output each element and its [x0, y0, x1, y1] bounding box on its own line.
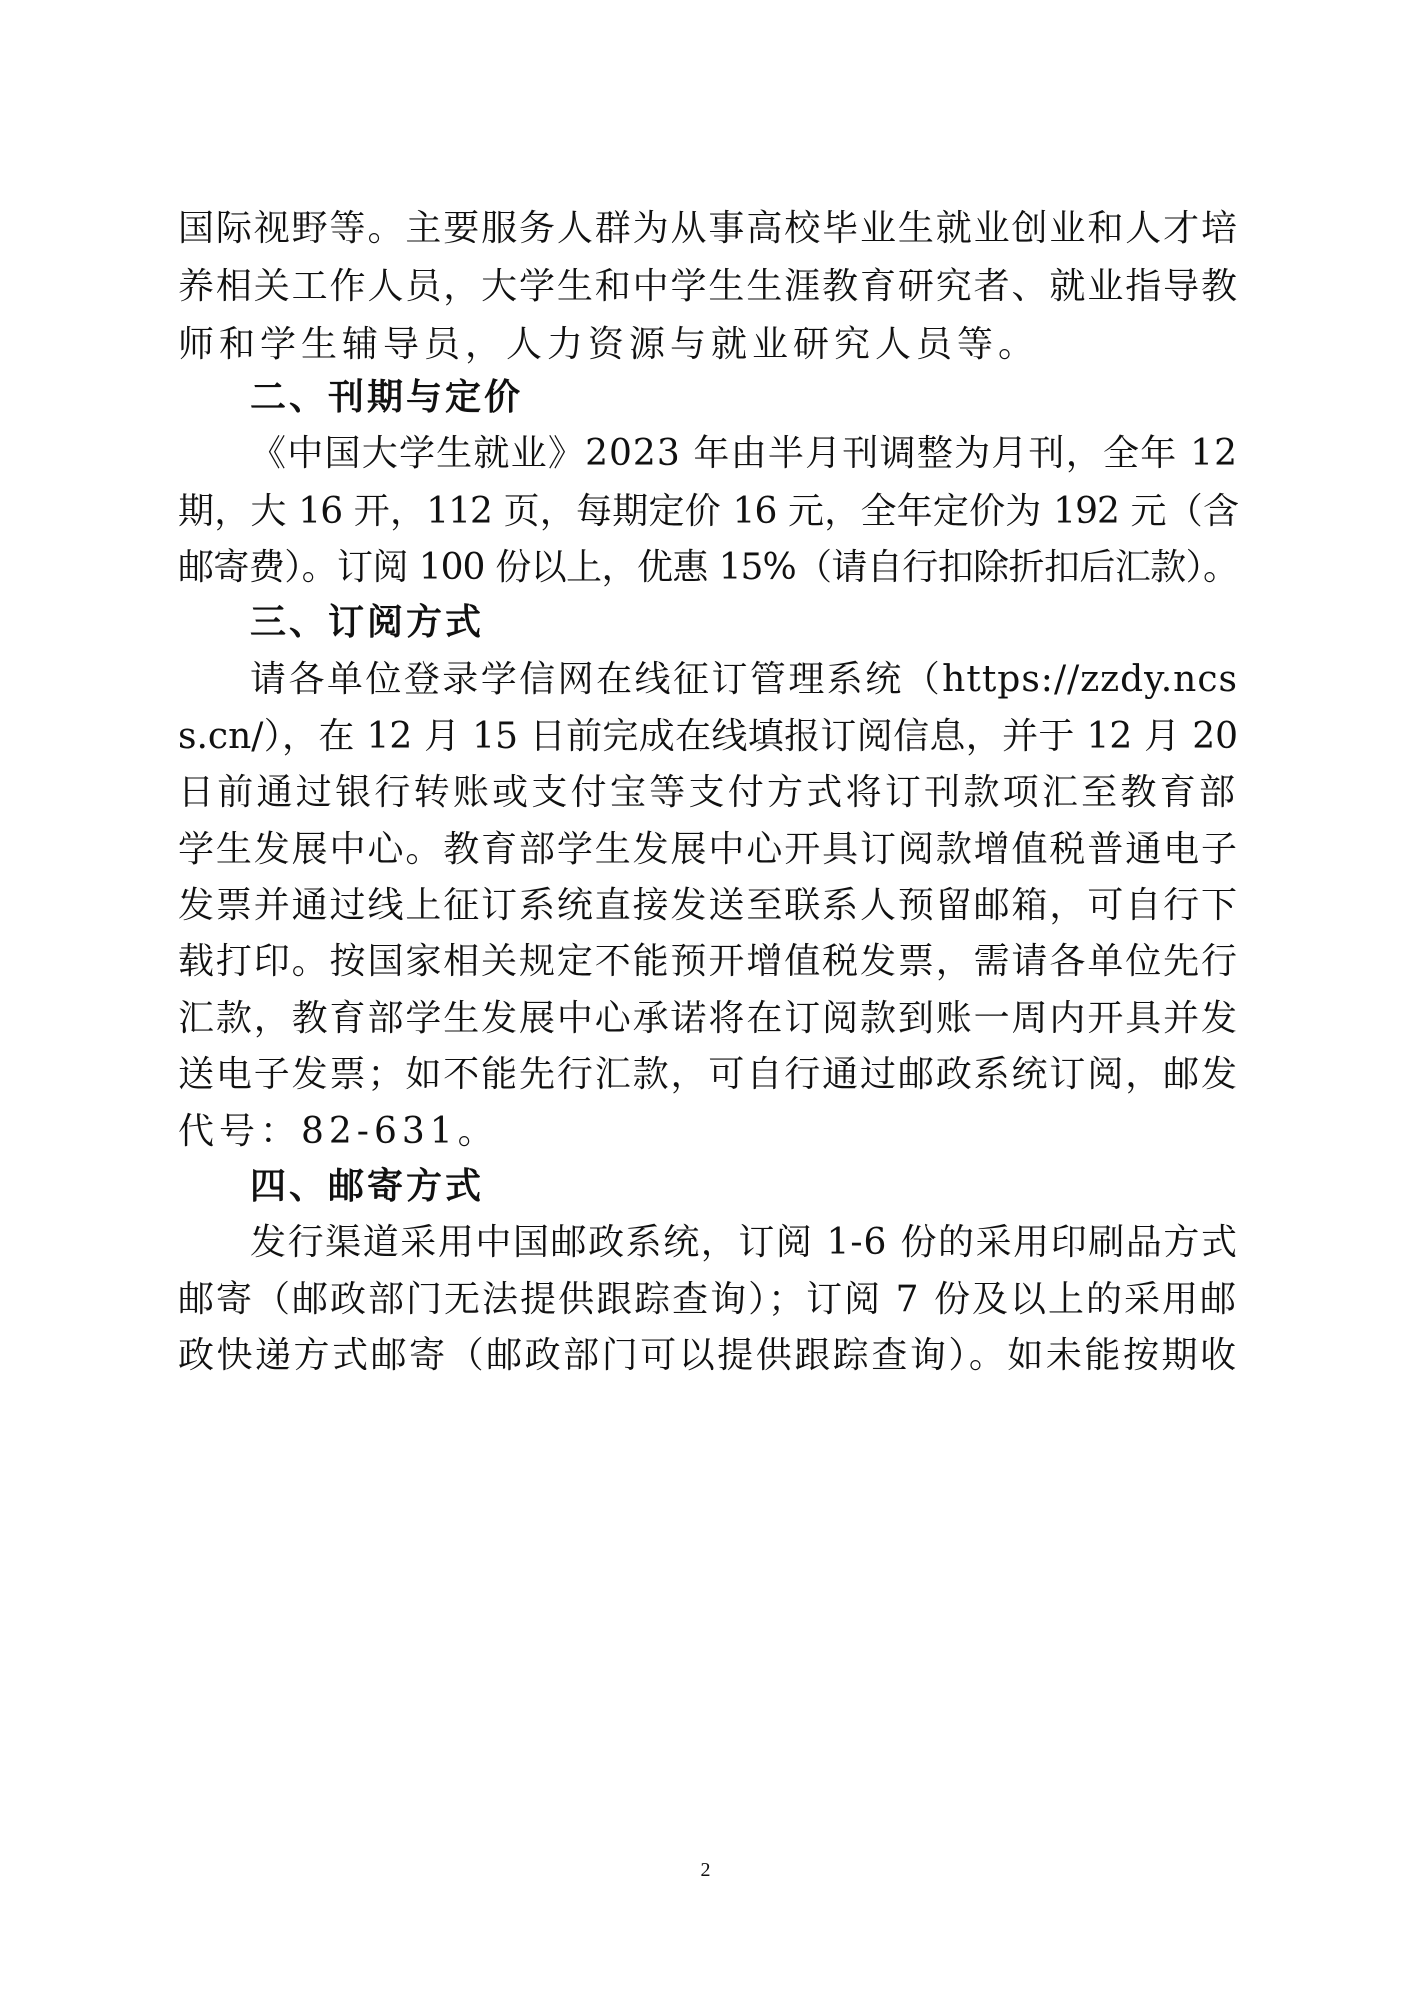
paragraph-line: 邮寄（邮政部门无法提供跟踪查询）；订阅 7 份及以上的采用邮: [178, 1279, 1238, 1320]
page-number: 2: [700, 1859, 711, 1881]
paragraph-line: 发行渠道采用中国邮政系统，订阅 1-6 份的采用印刷品方式: [250, 1222, 1238, 1263]
paragraph-line: 请各单位登录学信网在线征订管理系统（https://zzdy.ncs: [250, 659, 1238, 700]
paragraph-line: 日前通过银行转账或支付宝等支付方式将订刊款项汇至教育部: [178, 772, 1238, 813]
paragraph-line: 师和学生辅导员，人力资源与就业研究人员等。: [178, 324, 1040, 365]
paragraph-line: 发票并通过线上征订系统直接发送至联系人预留邮箱，可自行下: [178, 885, 1238, 926]
paragraph-line: 学生发展中心。教育部学生发展中心开具订阅款增值税普通电子: [178, 829, 1238, 870]
paragraph-line: 送电子发票；如不能先行汇款，可自行通过邮政系统订阅，邮发: [178, 1054, 1238, 1095]
paragraph-line: 汇款，教育部学生发展中心承诺将在订阅款到账一周内开具并发: [178, 998, 1238, 1039]
paragraph-line: 期，大 16 开，112 页，每期定价 16 元，全年定价为 192 元（含: [178, 491, 1238, 532]
paragraph-line: 邮寄费）。订阅 100 份以上，优惠 15%（请自行扣除折扣后汇款）。: [178, 547, 1238, 588]
section-heading-pricing: 二、刊期与定价: [250, 377, 524, 418]
paragraph-line: 养相关工作人员，大学生和中学生生涯教育研究者、就业指导教: [178, 266, 1238, 307]
section-heading-subscription: 三、订阅方式: [250, 602, 485, 643]
paragraph-line: 国际视野等。主要服务人群为从事高校毕业生就业创业和人才培: [178, 208, 1238, 249]
paragraph-line: 载打印。按国家相关规定不能预开增值税发票，需请各单位先行: [178, 941, 1238, 982]
paragraph-line: 政快递方式邮寄（邮政部门可以提供跟踪查询）。如未能按期收: [178, 1335, 1238, 1376]
paragraph-line: s.cn/），在 12 月 15 日前完成在线填报订阅信息，并于 12 月 20: [178, 716, 1238, 757]
section-heading-mailing: 四、邮寄方式: [250, 1166, 485, 1207]
paragraph-line: 《中国大学生就业》2023 年由半月刊调整为月刊，全年 12: [250, 433, 1238, 474]
paragraph-line: 代号：82-631。: [178, 1111, 499, 1152]
